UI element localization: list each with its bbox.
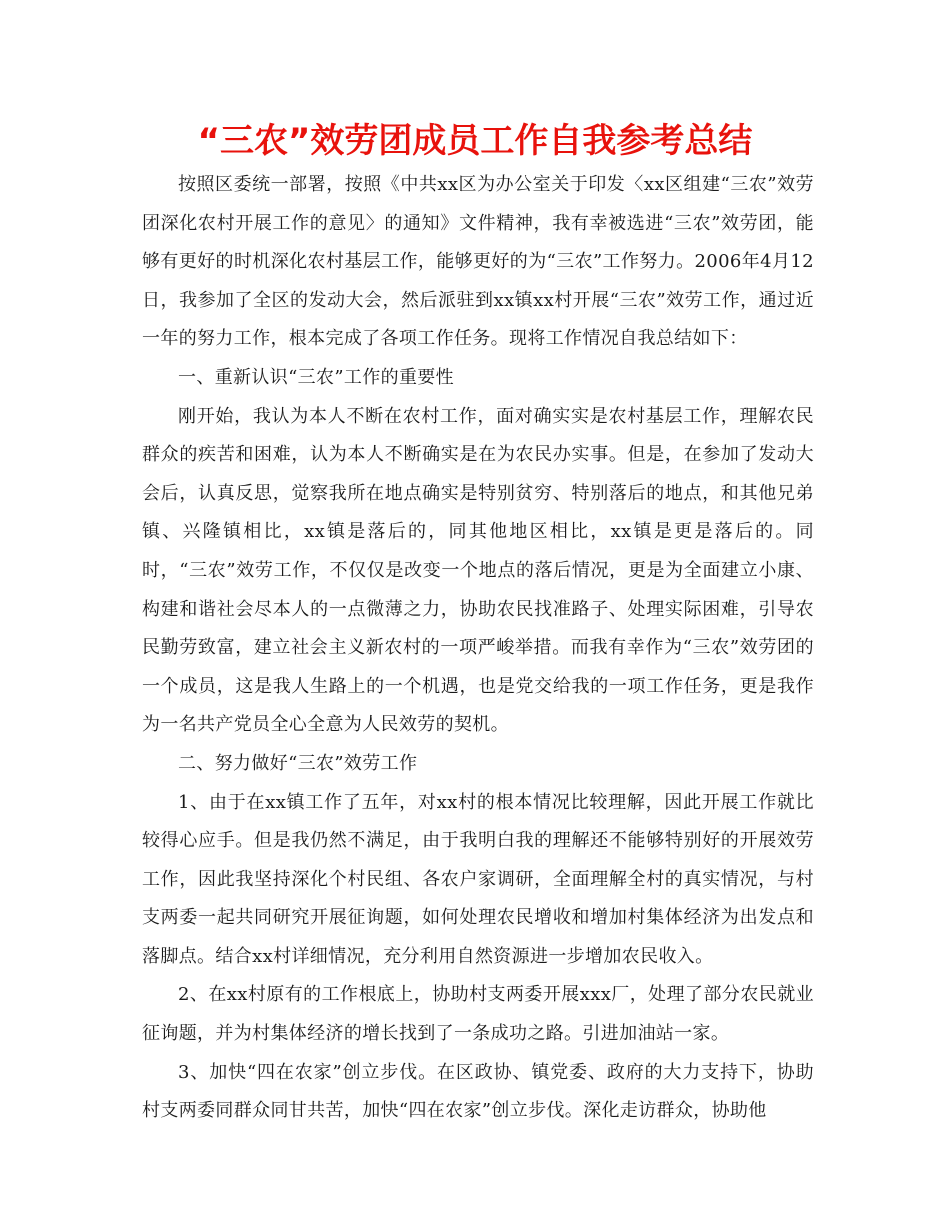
paragraph-item-1: 1、由于在xx镇工作了五年，对xx村的根本情况比较理解，因此开展工作就比较得心应手。但是我仍然不满足，由于我明白我的理解还不能够特别好的开展效劳工作，因此我坚持深化个村民组、各农户家调研，全面理解全村的真实情况，与村支两委一起共同研究开展征询题，如何处理农民增收和增加村集体经济为出发点和落脚点。结合xx村详细情况，充分利用自然资源进一步增加农民收入。 [142, 791, 814, 967]
document-body [142, 166, 814, 1131]
paragraph-item-2: 2、在xx村原有的工作根底上，协助村支两委开展xxx厂，处理了部分农民就业征询题，并为村集体经济的增长找到了一条成功之路。引进加油站一家。 [142, 984, 814, 1045]
document-title: “三农”效劳团成员工作自我参考总结 [197, 121, 753, 161]
section-heading-1: 一、重新认识“三农”工作的重要性 [178, 366, 455, 388]
paragraph-section-1: 刚开始，我认为本人不断在农村工作，面对确实实是农村基层工作，理解农民群众的疾苦和困难，认为本人不断确实是在为农民办实事。但是，在参加了发动大会后，认真反思，觉察我所在地点确实是特别贫穷、特别落后的地点，和其他兄弟镇、兴隆镇相比，xx镇是落后的，同其他地区相比，xx镇是更是落后的。同时，“三农”效劳工作，不仅仅是改变一个地点的落后情况，更是为全面建立小康、构建和谐社会尽本人的一点微薄之力，协助农民找准路子、处理实际困难，引导农民勤劳致富，建立社会主义新农村的一项严峻举措。而我有幸作为“三农”效劳团的一个成员，这是我人生路上的一个机遇，也是党交给我的一项工作任务，更是我作为一名共产党员全心全意为人民效劳的契机。 [142, 405, 814, 736]
paragraph-intro: 按照区委统一部署，按照《中共xx区为办公室关于印发〈xx区组建“三农”效劳团深化农村开展工作的意见〉的通知》文件精神，我有幸被选进“三农”效劳团，能够有更好的时机深化农村基层工作，能够更好的为“三农”工作努力。2006年4月12日，我参加了全区的发动大会，然后派驻到xx镇xx村开展“三农”效劳工作，通过近一年的努力工作，根本完成了各项工作任务。现将工作情况自我总结如下： [142, 174, 814, 350]
section-heading-2: 二、努力做好“三农”效劳工作 [178, 752, 418, 774]
paragraph-item-3: 3、加快“四在农家”创立步伐。在区政协、镇党委、政府的大力支持下，协助村支两委同群众同甘共苦，加快“四在农家”创立步伐。深化走访群众，协助他 [142, 1061, 814, 1122]
